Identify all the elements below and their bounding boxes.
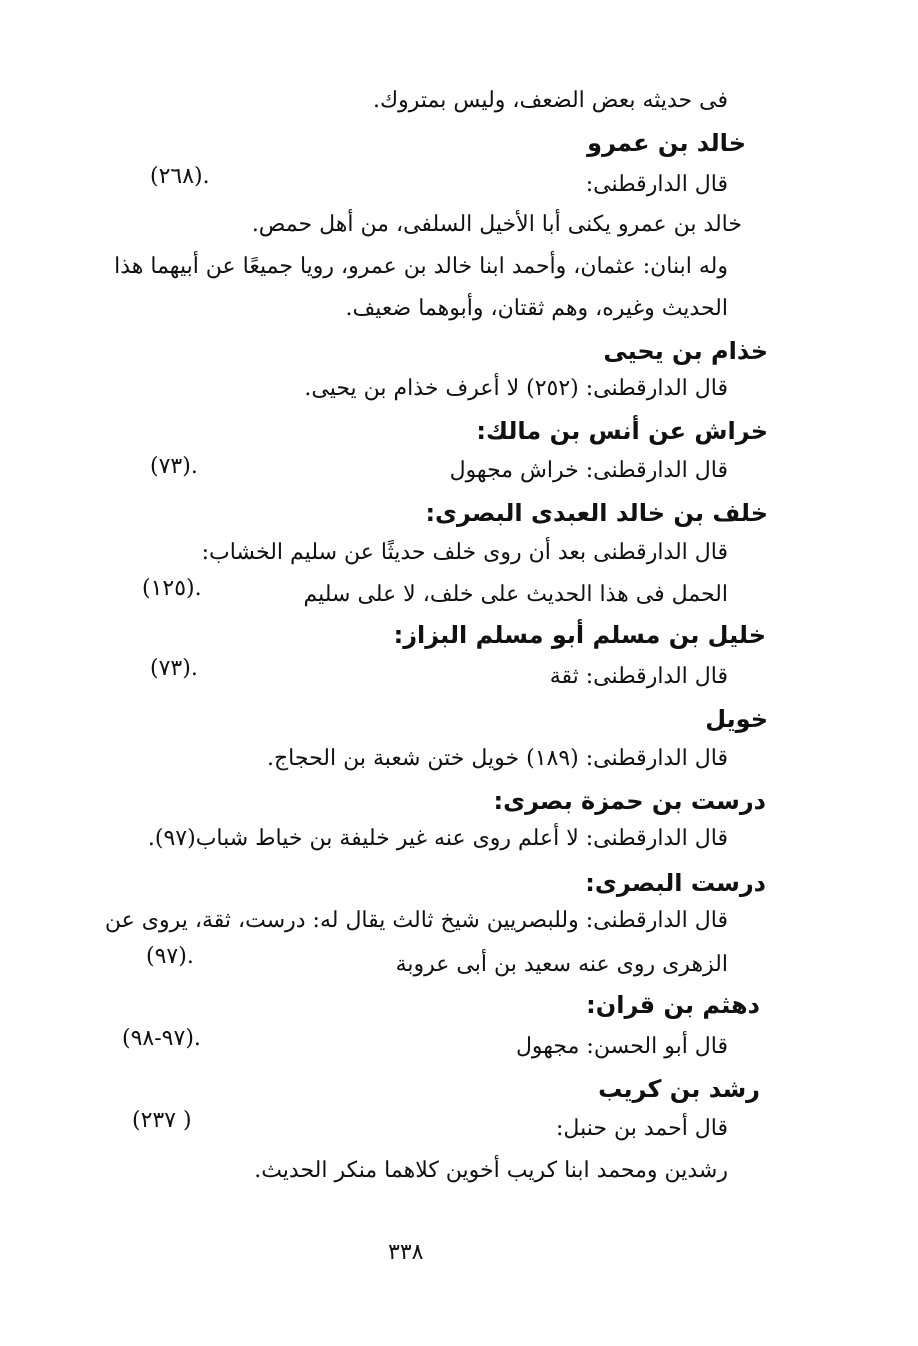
entry-heading: دهثم بن قران: bbox=[586, 991, 760, 1019]
text-line: قال أبو الحسن: مجهول bbox=[515, 1034, 728, 1059]
reference-number: (٧٣). bbox=[150, 454, 198, 479]
entry-heading: درست البصرى: bbox=[585, 869, 766, 897]
entry-heading: خذام بن يحيى bbox=[603, 337, 768, 365]
text-line: الزهرى روى عنه سعيد بن أبى عروبة bbox=[395, 952, 728, 977]
text-line: رشدين ومحمد ابنا كريب أخوين كلاهما منكر الحديث. bbox=[254, 1158, 728, 1183]
text-line: قال الدارقطنى: bbox=[585, 172, 728, 197]
entry-heading: خويل bbox=[705, 705, 768, 733]
entry-heading: خالد بن عمرو bbox=[587, 129, 746, 157]
reference-number: (١٢٥). bbox=[142, 576, 202, 601]
reference-number: (٩٧). bbox=[146, 944, 194, 969]
entry-heading: رشد بن كريب bbox=[598, 1075, 760, 1103]
text-line: قال الدارقطنى: خراش مجهول bbox=[449, 458, 728, 483]
reference-number: (٢٣٧ ) bbox=[132, 1108, 192, 1133]
text-line: الحمل فى هذا الحديث على خلف، لا على سليم bbox=[303, 582, 728, 607]
entry-heading: خليل بن مسلم أبو مسلم البزاز: bbox=[393, 621, 766, 649]
reference-number: (٧٣). bbox=[150, 656, 198, 681]
reference-number: (٩٧-٩٨). bbox=[122, 1026, 201, 1051]
text-line: قال أحمد بن حنبل: bbox=[556, 1116, 728, 1141]
text-line: قال الدارقطنى بعد أن روى خلف حديثًا عن سليم الخشاب: bbox=[201, 540, 728, 565]
reference-number: (٢٦٨). bbox=[150, 164, 210, 189]
text-line: قال الدارقطنى: لا أعلم روى عنه غير خليفة بن خياط شباب(٩٧). bbox=[147, 826, 728, 851]
text-line: قال الدارقطنى: (٢٥٢) لا أعرف خذام بن يحيى. bbox=[304, 376, 728, 401]
page-number: ٣٣٨ bbox=[388, 1240, 424, 1265]
text-line: قال الدارقطنى: (١٨٩) خويل ختن شعبة بن الحجاج. bbox=[266, 746, 728, 771]
entry-heading: خلف بن خالد العبدى البصرى: bbox=[425, 499, 768, 527]
text-line: خالد بن عمرو يكنى أبا الأخيل السلفى، من أهل حمص. bbox=[251, 212, 742, 237]
text-line: قال الدارقطنى: ثقة bbox=[549, 664, 728, 689]
text-line: الحديث وغيره، وهم ثقتان، وأبوهما ضعيف. bbox=[345, 296, 728, 321]
text-line: فى حديثه بعض الضعف، وليس بمتروك. bbox=[373, 88, 728, 113]
entry-heading: خراش عن أنس بن مالك: bbox=[476, 417, 768, 445]
text-line: قال الدارقطنى: وللبصريين شيخ ثالث يقال له: درست، ثقة، يروى عن bbox=[104, 908, 728, 933]
entry-heading: درست بن حمزة بصرى: bbox=[493, 787, 766, 815]
text-line: وله ابنان: عثمان، وأحمد ابنا خالد بن عمرو، رويا جميعًا عن أبيهما هذا bbox=[114, 254, 728, 279]
